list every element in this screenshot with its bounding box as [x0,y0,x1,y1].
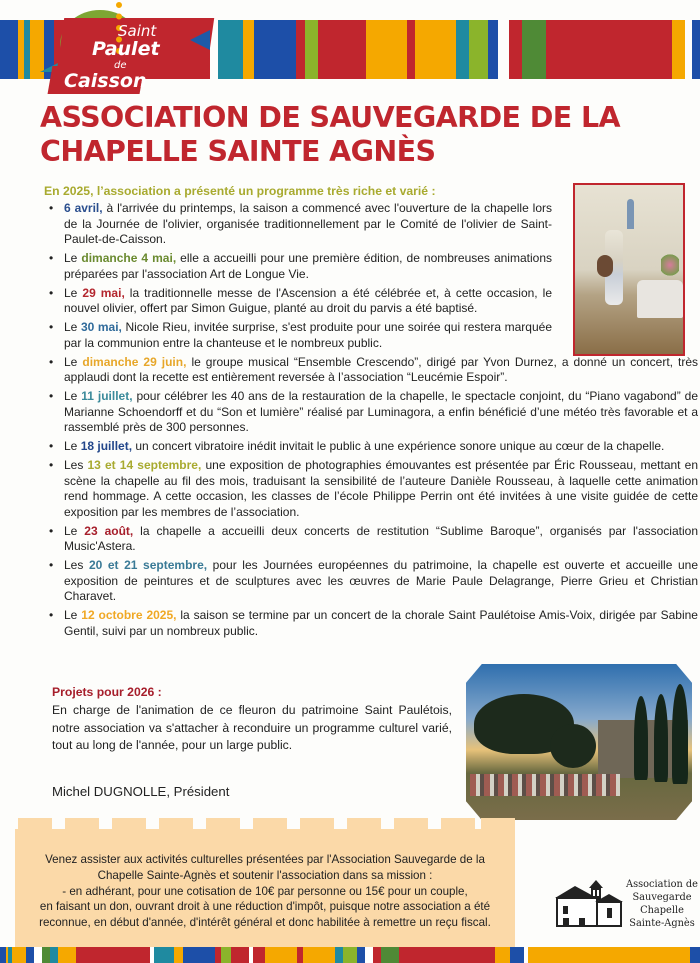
chapel-icon [553,880,625,928]
event-date: 18 juillet, [80,439,133,453]
event-item: • Le 18 juillet, un concert vibratoire inédit invitait le public à une expérience sonore unique au cœur de la chapelle. [44,439,698,455]
logo-text-caisson: Caisson [64,70,147,92]
event-date: 12 octobre 2025, [81,608,177,622]
event-item: • Le 11 juillet, pour célébrer les 40 ans de la restauration de la chapelle, le spectacle conjoint, du “Piano vagabond” de Marianne Schoendorff et du “Son et lumière” réalisé par Luminagora, a enfin bénéficié d’une météo très favorable et a rassemblé près de 300 personnes. [44,389,698,436]
title-line-1: ASSOCIATION DE SAUVEGARDE DE LA [40,101,620,134]
projects-text: En charge de l'animation de ce fleuron du patrimoine Saint Paulétois, notre association va s'attacher à reconduire un programme culturel varié, tout au long de l'année, pour un large public. [52,703,452,752]
intro-heading: En 2025, l’association a présenté un programme très riche et varié : [44,184,436,198]
event-item: • 6 avril, à l'arrivée du printemps, la saison a commencé avec l'ouverture de la chapelle lors de la Journée de l'olivier, organisée traditionnellement par le Comité de l'olivier de Saint-Paulet-de-Caisson. [44,201,552,248]
support-callout-text: Venez assister aux activités culturelles présentées par l'Association Sauvegarde de la Chapelle Sainte-Agnès et soutenir l'association dans sa mission : - en adhérant, pour une cotisation de 10€ par personne ou 15€ pour un couple, en faisant un don, ouvrant droit à une réduction d'impôt, puisque notre association a été reconnue, en début d'année, d'intérêt général et donc habilitée à remettre un reçu fiscal. [39,853,491,930]
flower-bouquet-icon [661,253,679,277]
cypress-tree [654,694,668,782]
pine-tree-small [550,724,596,768]
event-date: 30 mai, [80,320,122,334]
event-date: 13 et 14 septembre, [87,458,202,472]
events-list [44,201,698,643]
page-title [40,101,680,169]
logo-text-paulet: Paulet [92,38,160,60]
title-line-2: CHAPELLE SAINTE AGNÈS [40,135,436,168]
event-item: • Le 29 mai, la traditionnelle messe de l'Ascension a été célébrée et, à cette occasion, le nouvel olivier, offert par Simon Guigue, planté au droit du parvis a été baptisé. [44,286,552,317]
bottom-decorative-stripes [0,947,700,963]
event-date: dimanche 4 mai, [81,251,177,265]
singer-in-chapel-photo [573,183,685,356]
saint-paulet-de-caisson-logo [40,2,190,94]
guitar-icon [597,255,613,277]
lace-table [637,280,683,318]
event-item: • Le dimanche 4 mai, elle a accueilli pour une première édition, de nombreuses animations préparées par l'association Art de Longue Vie. [44,251,552,282]
outdoor-concert-photo [466,664,692,820]
signature: Michel DUGNOLLE, Président [52,784,230,799]
event-date: 6 avril, [64,201,103,215]
logo-text-de: de [114,60,127,71]
event-date: 20 et 21 septembre, [88,558,208,572]
event-date: dimanche 29 juin, [82,354,187,369]
event-item: • Le 23 août, la chapelle a accueilli deux concerts de restitution “Sublime Baroque”, organisés par l'association Music'Astera. [44,524,698,555]
logo-blue-triangle-icon [190,30,210,50]
event-item: • Les 20 et 21 septembre, pour les Journées européennes du patrimoine, la chapelle est ouverte et accueille une exposition de peintures et de sculptures avec les œuvres de Marie Paule Delagrange, Pierre Grieu et Christian Charavet. [44,558,698,605]
cypress-tree [672,684,688,784]
event-date: 11 juillet, [81,389,133,403]
chapel-window [627,199,634,229]
event-date: 29 mai, [82,285,125,300]
event-item: • Les 13 et 14 septembre, une exposition de photographies émouvantes est présentée par Éric Rousseau, mettant en scène la chapelle au fil des mois, traduisant la sensibilité de l’auteure Danièle Rousseau, à laquelle cette animation rend hommage. A cette occasion, les classes de l’école Philippe Perrin ont été invitées à une visite guidée de cette exposition par les membres de l’association. [44,458,698,520]
audience-crowd [470,774,620,796]
association-logo-text: Association de Sauvegarde Chapelle Sainte-Agnès [626,879,698,929]
event-item: • Le 30 mai, Nicole Rieu, invitée surprise, s'est produite pour une soirée qui restera marquée par la communion entre la chanteuse et le nombreux public. [44,320,552,351]
logo-text-saint: Saint [118,22,157,40]
cypress-tree [634,696,648,780]
event-date: 23 août, [84,523,134,538]
projects-heading: Projets pour 2026 : [52,685,162,699]
event-item: • Le dimanche 29 juin, le groupe musical “Ensemble Crescendo”, dirigé par Yvon Durnez, a donné un concert, très applaudi dont la recette est entièrement reversée à l’association “Leucémie Espoir”. [44,355,698,386]
event-item: • Le 12 octobre 2025, la saison se termine par un concert de la chorale Saint Paulétoise Amis-Voix, dirigée par Sabine Gentil, suivi par un nombreux public. [44,608,698,639]
